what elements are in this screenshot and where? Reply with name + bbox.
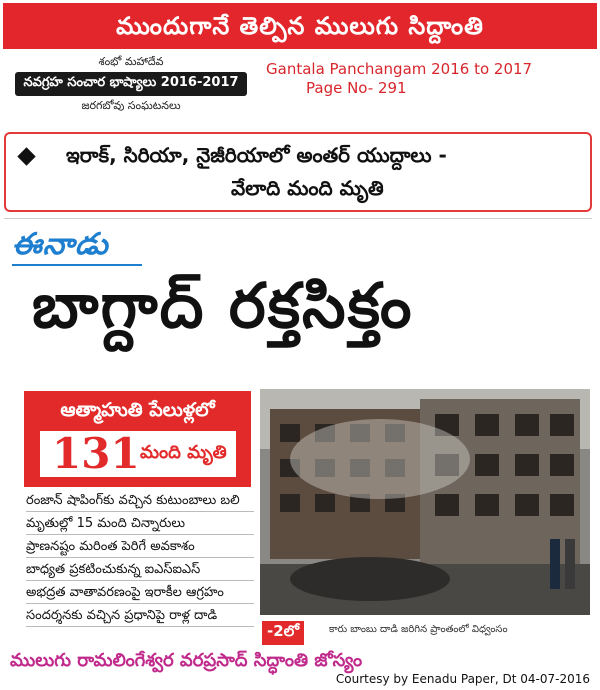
highlight-box: [4, 132, 592, 212]
casualty-box: [24, 391, 251, 487]
casualty-box-line-1: ఆత్మాహుతి పేలుళ్లలో: [60, 399, 215, 421]
reference-line-2: Page No- 291: [306, 79, 407, 97]
newspaper-headline: బాగ్దాద్ రక్తసిక్తం: [32, 269, 414, 342]
highlight-line-2: వేలాది మంది మృతి: [231, 176, 384, 200]
banner-title: ముందుగానే తెల్పిన ములుగు సిద్దాంతి: [3, 3, 597, 49]
casualty-number: 131: [52, 429, 140, 478]
book-subtitle-top: శంభో మహాదేవ: [98, 55, 164, 68]
newspaper-clipping: [4, 218, 592, 649]
book-title: నవగ్రహ సంచార భాష్యాలు 2016-2017: [15, 72, 246, 96]
photo-caption: కారు బాంబు దాడి జరిగిన ప్రాంతంలో విధ్వంసం: [329, 624, 508, 635]
bullet-item: బాధ్యత ప్రకటించుకున్న ఐఎస్ఐఎస్: [26, 562, 254, 581]
book-subtitle-bottom: జరగబోవు సంఘటనలు: [81, 99, 181, 112]
bullet-item: ప్రాణనష్టం మరింత పెరిగే అవకాశం: [26, 539, 254, 558]
newspaper-logo: ఈనాడు: [12, 227, 109, 262]
casualty-count-panel: [40, 431, 236, 477]
reference-block: [266, 60, 596, 98]
continued-label: -2లో: [262, 621, 304, 645]
bullet-item: సందర్శనకు వచ్చిన ప్రధానిపై రాళ్ల దాడి: [26, 608, 254, 627]
news-photo: [260, 389, 590, 615]
casualty-box-line-2: మంది మృతి: [140, 442, 227, 463]
bullet-item: మృతుల్లో 15 మంది చిన్నారులు: [26, 516, 254, 535]
credit-line: Courtesy by Eenadu Paper, Dt 04-07-2016: [335, 672, 590, 686]
bullet-item: అభద్రత వాతావరణంపై ఇరాకీల ఆగ్రహం: [26, 585, 254, 604]
book-title-block: [6, 55, 256, 125]
bullet-item: రంజాన్ షాపింగ్‌కు వచ్చిన కుటుంబాలు బలి: [26, 493, 254, 512]
news-photo-illustration: [260, 389, 590, 615]
reference-line-1: Gantala Panchangam 2016 to 2017: [266, 60, 533, 78]
highlight-line-1: ఇరాక్, సిరియా, నైజీరియాలో అంతర్ యుద్దాలు -: [66, 143, 447, 167]
logo-underline: [12, 264, 142, 266]
diamond-bullet-icon: [17, 147, 35, 165]
footer-title: ములుగు రామలింగేశ్వర వరప్రసాద్ సిద్ధాంతి జోస్యం: [10, 650, 363, 671]
